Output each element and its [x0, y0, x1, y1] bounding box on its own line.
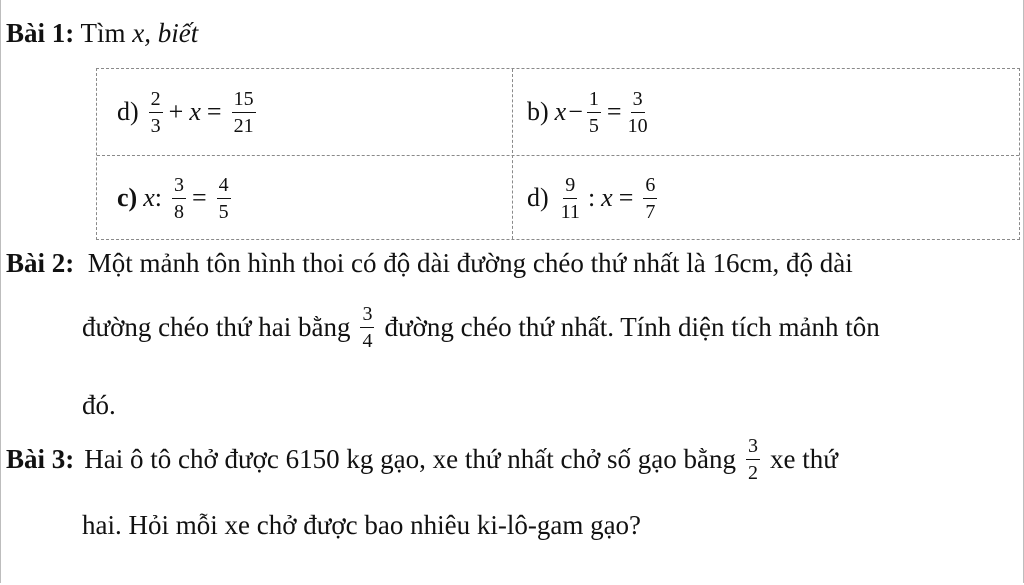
bai1-text2: , biết [144, 18, 199, 48]
bai3-colon: : [65, 444, 75, 474]
fraction-numerator: 3 [172, 175, 186, 199]
fraction-denominator: 3 [150, 114, 161, 137]
fraction-numerator: 15 [232, 89, 256, 113]
bai2-text-line1: Một mảnh tôn hình thoi có độ dài đường chéo thứ nhất là 16cm, độ dài [87, 248, 853, 278]
fraction-denominator: 5 [588, 114, 599, 137]
bai2-line3 [82, 390, 116, 421]
fraction-denominator: 21 [233, 114, 254, 137]
fraction-denominator: 8 [173, 200, 184, 223]
fraction-numerator: 3 [746, 436, 760, 460]
bai2-text-line3: đó. [82, 390, 116, 420]
problem-cell-2 [527, 77, 656, 147]
bai3-line2 [82, 510, 641, 541]
equals-sign: = [191, 183, 207, 212]
bai3-label: Bài 3 [6, 444, 66, 474]
fraction-denominator: 5 [218, 200, 229, 223]
operator: : [154, 183, 162, 212]
problem-prefix: d) [527, 183, 549, 212]
fraction-numerator: 1 [587, 89, 601, 113]
fraction-denominator: 11 [560, 200, 580, 223]
bai1-heading [6, 18, 198, 49]
fraction-numerator: 6 [643, 175, 657, 199]
equals-sign: = [618, 183, 634, 212]
bai1-label: Bài 1 [6, 18, 66, 48]
variable: x [143, 183, 155, 212]
bai2-text-line2-pre: đường chéo thứ hai bằng [82, 312, 351, 342]
problem-prefix: b) [527, 97, 549, 126]
fraction-numerator: 3 [631, 89, 645, 113]
bai2-label: Bài 2 [6, 248, 66, 278]
problem-prefix: d) [117, 97, 139, 126]
fraction-numerator: 3 [360, 304, 374, 328]
bai2-text-line2-post: đường chéo thứ nhất. Tính diện tích mảnh tôn [384, 312, 880, 342]
fraction-denominator: 7 [645, 200, 656, 223]
bai3-text-line2: hai. Hỏi mỗi xe chở được bao nhiêu ki-lô-gam gạo? [82, 510, 642, 540]
fraction [559, 175, 582, 222]
fraction [643, 175, 657, 222]
fraction [217, 175, 231, 222]
problems-table [96, 68, 1020, 240]
bai2-colon: : [65, 248, 75, 278]
variable: x [554, 97, 567, 126]
fraction [149, 89, 163, 136]
problem-prefix: c) [117, 183, 138, 212]
variable: x [601, 183, 613, 212]
problem-cell-3 [117, 163, 237, 233]
bai3-fraction [746, 436, 760, 483]
fraction [232, 89, 256, 136]
bai1-var: x [132, 18, 145, 48]
fraction-numerator: 2 [149, 89, 163, 113]
bai3-text-line1-pre: Hai ô tô chở được 6150 kg gạo, xe thứ nhất chở số gạo bằng [84, 444, 736, 474]
bai2-line1 [6, 248, 853, 279]
fraction-numerator: 4 [217, 175, 231, 199]
problem-cell-4 [527, 163, 663, 233]
equals-sign: = [206, 97, 222, 126]
bai1-text1: Tìm [80, 18, 126, 48]
fraction [587, 89, 601, 136]
fraction-numerator: 9 [563, 175, 577, 199]
bai2-fraction [360, 304, 374, 351]
variable: x [189, 97, 201, 126]
bai3-text-line1-post: xe thứ [769, 444, 838, 474]
bai3-line1 [6, 436, 838, 483]
fraction [172, 175, 186, 222]
fraction-denominator: 10 [627, 114, 648, 137]
bai2-line2 [82, 304, 880, 351]
fraction [626, 89, 650, 136]
problem-cell-1 [117, 77, 262, 147]
operator: − [568, 97, 583, 126]
operator: + [168, 97, 184, 126]
fraction-denominator: 4 [362, 330, 373, 352]
bai1-colon: : [65, 18, 75, 48]
equals-sign: = [606, 97, 622, 126]
fraction-denominator: 2 [747, 462, 758, 484]
operator: : [587, 183, 596, 212]
